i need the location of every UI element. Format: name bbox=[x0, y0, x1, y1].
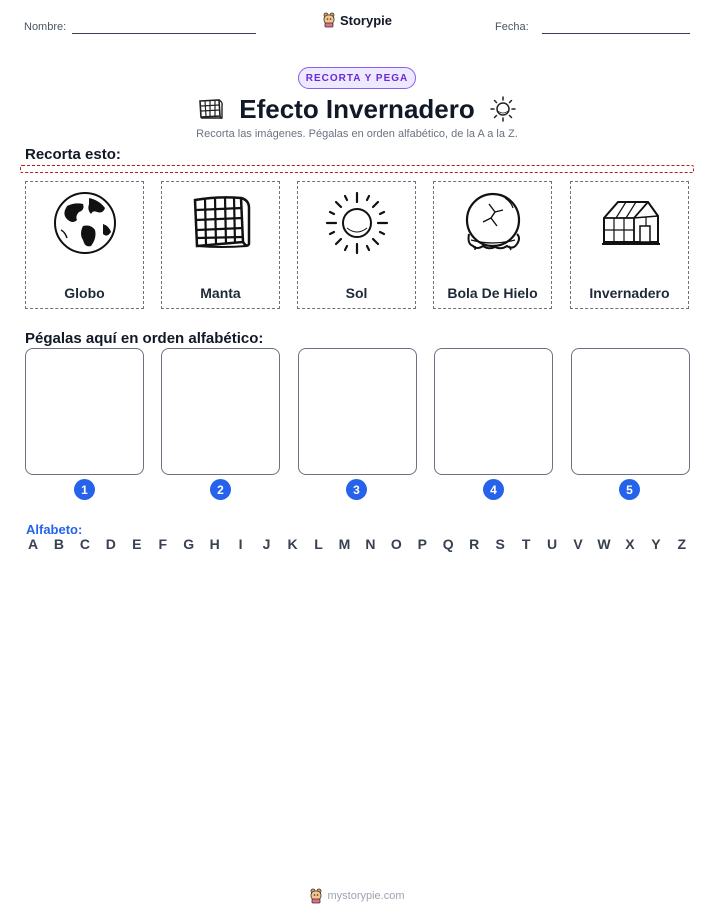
brand-name: Storypie bbox=[339, 12, 392, 28]
alphabet-letter: M bbox=[338, 536, 351, 552]
paste-heading: Pégalas aquí en orden alfabético: bbox=[25, 330, 264, 347]
cut-card-manta[interactable] bbox=[161, 181, 280, 309]
slot-number-badge: 1 bbox=[74, 479, 95, 500]
alphabet-letter: J bbox=[262, 536, 271, 552]
alphabet-letter: L bbox=[314, 536, 323, 552]
paste-slot-4[interactable] bbox=[434, 348, 553, 475]
paste-slot-2[interactable] bbox=[161, 348, 280, 475]
name-label: Nombre: bbox=[24, 21, 67, 33]
footer bbox=[0, 888, 714, 907]
alphabet-letter: Y bbox=[651, 536, 661, 552]
alphabet-letter: U bbox=[547, 536, 558, 552]
footer-url[interactable]: mystorypie.com bbox=[327, 890, 405, 902]
alphabet-letter: E bbox=[132, 536, 142, 552]
alphabet-letter: N bbox=[365, 536, 376, 552]
card-label: Globo bbox=[64, 285, 105, 301]
cut-card-bola-de-hielo[interactable] bbox=[433, 181, 552, 309]
alphabet-letter: R bbox=[469, 536, 480, 552]
instructions: Recorta las imágenes. Pégalas en orden alfabético, de la A a la Z. bbox=[196, 128, 518, 140]
slot-number-badge: 3 bbox=[346, 479, 367, 500]
alphabet-letter: H bbox=[209, 536, 220, 552]
paste-slot-5[interactable] bbox=[571, 348, 690, 475]
globe-icon bbox=[53, 190, 118, 255]
alphabet-row bbox=[26, 536, 689, 556]
alphabet-letter: D bbox=[105, 536, 116, 552]
ice-ball-icon bbox=[461, 190, 526, 255]
slot-number-badge: 2 bbox=[210, 479, 231, 500]
sun-icon bbox=[325, 190, 390, 255]
alphabet-letter: T bbox=[521, 536, 531, 552]
cut-card-invernadero[interactable] bbox=[570, 181, 689, 309]
card-label: Invernadero bbox=[589, 285, 670, 301]
cut-line bbox=[20, 165, 694, 173]
brand-logo bbox=[0, 12, 714, 31]
date-label: Fecha: bbox=[495, 21, 529, 33]
card-label: Bola De Hielo bbox=[447, 285, 538, 301]
cut-card-globo[interactable] bbox=[25, 181, 144, 309]
alphabet-letter: W bbox=[597, 536, 611, 552]
sun-icon bbox=[489, 95, 517, 123]
alphabet-letter: S bbox=[495, 536, 505, 552]
alphabet-letter: V bbox=[573, 536, 583, 552]
alphabet-letter: B bbox=[53, 536, 65, 552]
card-label: Sol bbox=[345, 285, 368, 301]
title-row bbox=[0, 92, 714, 126]
alphabet-letter: O bbox=[390, 536, 402, 552]
slot-number-badge: 4 bbox=[483, 479, 504, 500]
activity-badge: RECORTA Y PEGA bbox=[298, 67, 416, 89]
alphabet-letter: K bbox=[287, 536, 298, 552]
blanket-icon bbox=[197, 97, 225, 121]
card-label: Manta bbox=[200, 285, 241, 301]
alphabet-letter: C bbox=[79, 536, 90, 552]
alphabet-letter: A bbox=[27, 536, 39, 552]
date-line[interactable] bbox=[542, 33, 690, 34]
greenhouse-icon bbox=[598, 190, 663, 255]
paste-slot-1[interactable] bbox=[25, 348, 144, 475]
alphabet-letter: X bbox=[625, 536, 635, 552]
paste-slot-3[interactable] bbox=[298, 348, 417, 475]
storypie-mascot-icon bbox=[309, 888, 323, 904]
alphabet-letter: G bbox=[183, 536, 195, 552]
alphabet-letter: Q bbox=[442, 536, 454, 552]
blanket-icon bbox=[189, 190, 254, 255]
alphabet-letter: P bbox=[417, 536, 427, 552]
alphabet-letter: I bbox=[238, 536, 243, 552]
slot-number-badge: 5 bbox=[619, 479, 640, 500]
cut-heading: Recorta esto: bbox=[25, 146, 121, 163]
storypie-mascot-icon bbox=[322, 12, 336, 28]
alphabet-letter: F bbox=[158, 536, 168, 552]
name-line[interactable] bbox=[72, 33, 256, 34]
alphabet-letter: Z bbox=[677, 536, 687, 552]
cut-card-sol[interactable] bbox=[297, 181, 416, 309]
alphabet-title: Alfabeto: bbox=[26, 522, 83, 537]
page-title: Efecto Invernadero bbox=[239, 93, 475, 124]
